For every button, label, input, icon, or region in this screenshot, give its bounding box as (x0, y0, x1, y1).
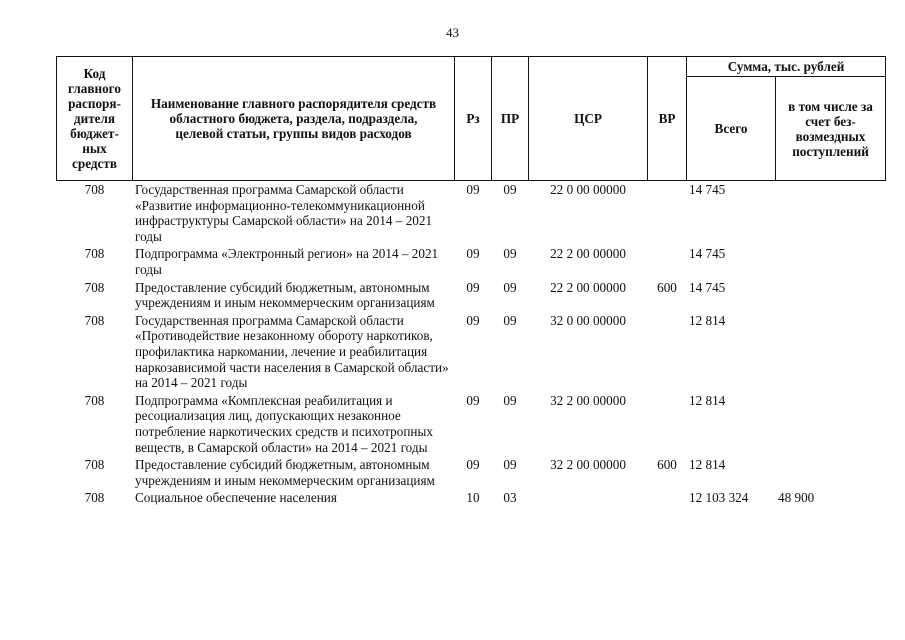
row-code: 708 (84, 392, 105, 408)
row-pr: 03 (503, 490, 517, 506)
row-vr (648, 392, 687, 456)
budget-table (56, 56, 886, 531)
row-grants: 48 900 (778, 490, 815, 506)
row-rz: 09 (466, 457, 480, 473)
table-row (57, 181, 886, 246)
page-number: 43 (446, 25, 459, 40)
table-body (57, 181, 886, 532)
row-name: Подпрограмма «Электронный регион» на 2014 – 2021 годы (135, 246, 439, 277)
row-grants (776, 245, 886, 278)
row-csr: 22 2 00 00000 (550, 279, 626, 295)
row-rz: 09 (466, 392, 480, 408)
table-header (57, 57, 886, 181)
row-pr: 09 (503, 392, 517, 408)
row-code: 708 (84, 490, 105, 506)
row-csr (529, 489, 648, 531)
row-vr (648, 245, 687, 278)
row-code: 708 (84, 182, 105, 197)
row-vr: 600 (657, 457, 677, 473)
row-total: 12 103 324 (689, 490, 749, 506)
row-rz: 09 (466, 182, 480, 197)
table-row (57, 456, 886, 489)
row-name: Социальное обеспечение населения (135, 490, 337, 506)
row-pr: 09 (503, 246, 517, 262)
row-total: 12 814 (689, 312, 726, 328)
row-rz: 09 (466, 312, 480, 328)
row-total: 14 745 (689, 246, 726, 262)
row-pr: 09 (503, 182, 517, 197)
row-code: 708 (84, 246, 105, 262)
header-csr: ЦСР (529, 57, 648, 181)
row-grants (776, 312, 886, 392)
row-csr: 32 2 00 00000 (550, 392, 626, 408)
header-total: Всего (687, 77, 776, 181)
row-csr: 32 0 00 00000 (550, 312, 626, 328)
row-pr: 09 (503, 279, 517, 295)
row-csr: 22 0 00 00000 (550, 182, 626, 197)
row-total: 12 814 (689, 457, 726, 473)
header-vr: ВР (648, 57, 687, 181)
row-total: 14 745 (689, 182, 726, 197)
row-name: Предоставление субсидий бюджетным, автономным учреждениям и иным некоммерческим организациям (135, 457, 435, 488)
row-name: Государственная программа Самарской области «Противодействие незаконному обороту наркотиков, профилактика наркомании, лечение и реабилитация наркозависимой части населения в Самарской области» на 2014 – 2021 годы (135, 312, 449, 391)
row-grants (776, 279, 886, 312)
row-total: 12 814 (689, 392, 726, 408)
row-csr: 32 2 00 00000 (550, 457, 626, 473)
row-code: 708 (84, 457, 105, 473)
header-grants: в том числе за счет без-возмездных поступлений (776, 77, 886, 181)
row-vr (648, 312, 687, 392)
header-name: Наименование главного распорядителя средств областного бюджета, раздела, подраздела, целевой статьи, группы видов расходов (133, 57, 455, 181)
row-grants (776, 181, 886, 246)
table-row (57, 392, 886, 456)
row-total: 14 745 (689, 279, 726, 295)
header-code: Код главного распоря-дителя бюджет-ных средств (57, 57, 133, 181)
table-row (57, 489, 886, 531)
row-rz: 10 (466, 490, 480, 506)
row-rz: 09 (466, 279, 480, 295)
header-sum-group: Сумма, тыс. рублей (687, 57, 886, 77)
row-grants (776, 456, 886, 489)
row-pr: 09 (503, 312, 517, 328)
row-rz: 09 (466, 246, 480, 262)
row-code: 708 (84, 312, 105, 328)
row-code: 708 (84, 279, 105, 295)
table-row (57, 279, 886, 312)
header-rz: Рз (455, 57, 492, 181)
table-row (57, 312, 886, 392)
row-vr: 600 (657, 279, 677, 295)
header-pr: ПР (492, 57, 529, 181)
row-vr (648, 489, 687, 531)
row-csr: 22 2 00 00000 (550, 246, 626, 262)
row-vr (648, 181, 687, 246)
table-row (57, 245, 886, 278)
row-name: Предоставление субсидий бюджетным, автономным учреждениям и иным некоммерческим организациям (135, 279, 435, 311)
row-grants (776, 392, 886, 456)
row-name: Подпрограмма «Комплексная реабилитация и ресоциализация лиц, допускающих незаконное потребление наркотических средств и психотропных веществ, в Самарской области» на 2014 – 2021 годы (135, 392, 433, 455)
row-pr: 09 (503, 457, 517, 473)
row-name: Государственная программа Самарской области «Развитие информационно-телекоммуникационной инфраструктуры Самарской области» на 2014 – 2021 годы (135, 182, 433, 244)
